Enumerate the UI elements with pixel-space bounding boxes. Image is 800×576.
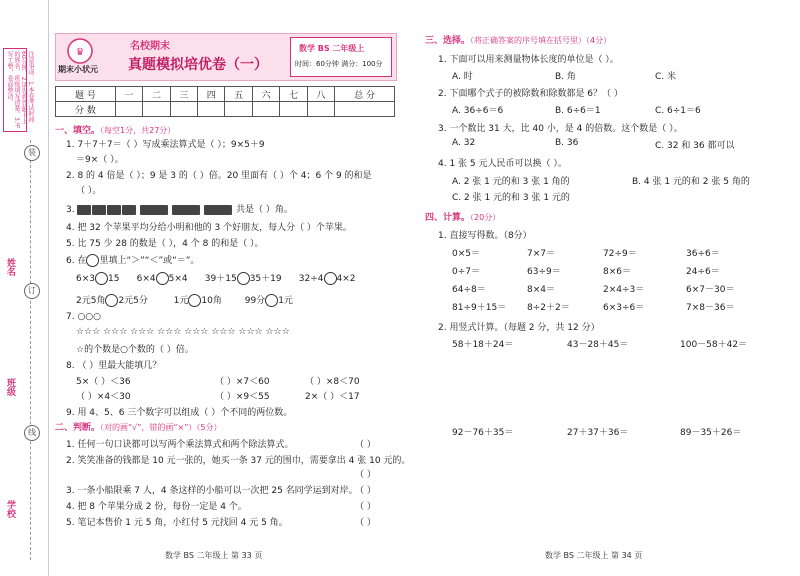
cmp-right: 10角 (201, 296, 222, 306)
calc-item: 24÷6＝ (686, 267, 720, 277)
calc-item: 0÷7＝ (452, 267, 480, 277)
option[interactable]: A. 2 张 1 元的和 3 张 1 角的 (452, 177, 570, 187)
choice-2: 2. 下面哪个式子的被除数和除数都是 6？（ ） (438, 89, 623, 99)
name-label: 姓名 (5, 258, 15, 276)
cmp-right: 15 (108, 274, 120, 284)
cmp-left: 6×3 (76, 274, 95, 284)
section-title-text: 四、计算。 (425, 213, 471, 223)
score-input-cell[interactable] (143, 102, 170, 117)
subject-line: 数学 BS 二年级上 (299, 44, 365, 53)
q3-text: 共是（ ）角。 (235, 205, 293, 215)
cmp-right: 1元 (278, 296, 293, 306)
cmp-left: 99分 (244, 296, 266, 306)
section-hint: （20分） (470, 213, 501, 222)
compare-blank[interactable] (156, 272, 169, 285)
option[interactable]: C. 2 张 1 元的和 3 张 1 元的 (452, 193, 570, 203)
cmp-right: 4×2 (336, 274, 356, 284)
table-cell: 八 (307, 87, 334, 102)
table-cell: 三 (170, 87, 197, 102)
score-input-cell[interactable] (170, 102, 197, 117)
cmp-left: 2元5角 (76, 296, 106, 306)
page-title: 真题模拟培优卷（一） (128, 57, 268, 73)
judge-5: 5. 笔记本售价 1 元 5 角，小红付 5 元找回 4 元 5 角。 (66, 518, 288, 528)
binding-strip (0, 0, 49, 576)
option[interactable]: B. 36 (555, 138, 579, 148)
question-1: 1. 7＋7＋7＝（ ）写成乘法算式是（ ）；9×5＋9 (66, 140, 265, 150)
coin-2-icon (92, 205, 106, 215)
compare-circle-icon (86, 254, 99, 267)
question-4: 4. 把 32 个苹果平均分给小明和他的 3 个好朋友，每人分（ ）个苹果。 (66, 223, 352, 233)
section-2-title (55, 420, 221, 433)
question-7-text: ☆的个数是○个数的（ ）倍。 (76, 345, 194, 355)
vertical-calc: 27＋37＋36＝ (567, 428, 629, 438)
cmp-left: 1元 (173, 296, 189, 306)
section-hint: （对的画“√”，错的画“×”）（5分） (100, 423, 222, 432)
compare-blank[interactable] (237, 272, 250, 285)
calc-2-title: 2. 用竖式计算。（每题 2 分，共 12 分） (438, 323, 600, 333)
judge-4: 4. 把 8 个苹果分成 2 份，每份一定是 4 个。 (66, 502, 247, 512)
logo-text: 期末小状元 (58, 65, 98, 74)
calc-item: 7×7＝ (527, 249, 555, 259)
score-input-cell[interactable] (307, 102, 334, 117)
calc-item: 6×7－30＝ (686, 285, 735, 295)
exam-info-box (290, 37, 392, 77)
score-header-row (56, 87, 395, 102)
section-title-text: 三、选择。 (425, 36, 471, 46)
footer-right: 数学 BS 二年级上 第 34 页 (545, 551, 643, 560)
compare-blank[interactable] (105, 294, 118, 307)
q6-num: 6. 在 (66, 256, 87, 266)
option[interactable]: C. 32 和 36 都可以 (655, 141, 735, 151)
compare-blank[interactable] (265, 294, 278, 307)
banknote-3-icon (204, 205, 232, 215)
cmp-right: 35＋19 (249, 274, 282, 284)
time-score: 时间：60分钟 满分：100分 (295, 60, 383, 68)
brand-small: 名校期末 (130, 41, 170, 52)
calc-item: 2×4÷3＝ (603, 285, 645, 295)
q8-item: （ ）×9＜55 (215, 392, 270, 402)
stars-row: ☆☆☆ ☆☆☆ ☆☆☆ ☆☆☆ ☆☆☆ ☆☆☆ ☆☆☆ ☆☆☆ (76, 327, 290, 337)
score-input-cell[interactable] (252, 102, 279, 117)
table-cell: 题 号 (56, 87, 116, 102)
score-input-cell[interactable] (115, 102, 142, 117)
choice-1: 1. 下面可以用来测量物体长度的单位是（ ）。 (438, 55, 619, 65)
option[interactable]: B. 4 张 1 元的和 2 张 5 角的 (632, 177, 750, 187)
section-3-title (425, 33, 611, 46)
table-cell: 四 (198, 87, 225, 102)
question-6 (66, 253, 199, 267)
q8-item: 2×（ ）＜17 (305, 392, 360, 402)
vertical-calc: 43－28＋45＝ (567, 340, 629, 350)
table-cell: 五 (225, 87, 252, 102)
vertical-calc: 58＋18＋24＝ (452, 340, 514, 350)
question-2-cont: （ ）。 (76, 186, 102, 196)
table-cell: 七 (280, 87, 307, 102)
cmp-right: 2元5分 (118, 296, 148, 306)
q8-item: 5×（ ）＜36 (76, 377, 131, 387)
banknote-2-icon (172, 205, 200, 215)
cmp-left: 6×4 (136, 274, 156, 284)
cut-line (30, 140, 31, 560)
svg-text:♛: ♛ (75, 47, 85, 58)
compare-row-2 (76, 293, 293, 307)
class-label: 班级 (5, 378, 15, 396)
calc-item: 8×6＝ (603, 267, 631, 277)
calc-1-title: 1. 直接写得数。（8分） (438, 231, 532, 241)
table-cell: 二 (143, 87, 170, 102)
section-4-title (425, 210, 500, 223)
judge-paren[interactable]: （ ） (355, 502, 376, 512)
section-title-text: 二、判断。 (55, 423, 101, 433)
table-cell: 一 (115, 87, 142, 102)
choice-3: 3. 一个数比 31 大，比 40 小，是 4 的倍数。这个数是（ ）。 (438, 124, 683, 134)
judge-2: 2. 笑笑准备的钱都是 10 元一张的，她买一条 37 元的围巾，需要拿出 4 张 10 元的。 (66, 456, 411, 466)
binding-circle-1: 装 (24, 145, 40, 161)
section-1-title (55, 123, 175, 136)
compare-blank[interactable] (324, 272, 337, 285)
question-1-cont: ＝9×（ ）。 (76, 155, 124, 165)
judge-1: 1. 任何一句口诀都可以写两个乘法算式和两个除法算式。 (66, 440, 294, 450)
calc-item: 8×4＝ (527, 285, 555, 295)
option[interactable]: A. 时 (452, 72, 473, 82)
calc-item: 72÷9＝ (603, 249, 637, 259)
q8-item: （ ）×7＜60 (215, 377, 270, 387)
school-label: 学校 (5, 500, 15, 518)
option[interactable]: C. 6÷1＝6 (655, 106, 701, 116)
choice-4: 4. 1 张 5 元人民币可以换（ ）。 (438, 159, 567, 169)
option[interactable]: A. 36÷6＝6 (452, 106, 504, 116)
judge-paren[interactable]: （ ） (355, 486, 376, 496)
judge-3: 3. 一条小船限乘 7 人，4 条这样的小船可以一次把 25 名同学运到对岸。 (66, 486, 358, 496)
q6-text: 里填上“＞”“＜”或“＝”。 (99, 256, 200, 266)
banknote-1-icon (140, 205, 168, 215)
binding-circle-3: 线 (24, 425, 40, 441)
section-title-text: 一、填空。 (55, 126, 101, 136)
score-input-cell[interactable] (225, 102, 252, 117)
coin-3-icon (107, 205, 121, 215)
score-value-row (56, 102, 395, 117)
score-input-cell[interactable] (280, 102, 307, 117)
section-hint: （每空1分，共27分） (100, 126, 176, 135)
section-hint: （将正确答案的序号填在括号里）（4分） (470, 36, 612, 45)
q3-num: 3. (66, 205, 75, 215)
option[interactable]: A. 32 (452, 138, 476, 148)
option[interactable]: C. 米 (655, 72, 677, 82)
vertical-calc: 92－76＋35＝ (452, 428, 514, 438)
question-3 (66, 202, 293, 215)
calc-item: 7×8－36＝ (686, 303, 735, 313)
calc-item: 6×3÷6＝ (603, 303, 645, 313)
cmp-left: 32÷4 (298, 274, 324, 284)
footer-left: 数学 BS 二年级上 第 33 页 (165, 551, 263, 560)
option[interactable]: B. 6÷6＝1 (555, 106, 601, 116)
calc-item: 63÷9＝ (527, 267, 561, 277)
calc-item: 81÷9＋15＝ (452, 303, 507, 313)
coin-1-icon (77, 205, 91, 215)
score-input-cell[interactable] (335, 102, 395, 117)
question-9: 9. 用 4、5、6 三个数字可以组成（ ）个不同的两位数。 (66, 408, 293, 418)
coin-4-icon (122, 205, 136, 215)
table-cell: 六 (252, 87, 279, 102)
judge-paren[interactable]: （ ） (355, 470, 376, 480)
calc-item: 0×5＝ (452, 249, 480, 259)
judge-paren[interactable]: （ ） (355, 518, 376, 528)
vertical-calc: 100－58＋42＝ (680, 340, 748, 350)
table-cell: 总 分 (335, 87, 395, 102)
table-cell: 分 数 (56, 102, 116, 117)
notice-box (3, 48, 34, 132)
question-7: 7. ○○○ (66, 312, 102, 322)
score-table (55, 86, 395, 117)
question-8: 8. （ ）里最大能填几？ (66, 361, 162, 371)
calc-item: 64÷8＝ (452, 285, 486, 295)
judge-paren[interactable]: （ ） (355, 440, 376, 450)
logo (58, 36, 102, 76)
cmp-left: 39＋15 (204, 274, 237, 284)
binding-circle-2: 订 (24, 283, 40, 299)
compare-blank[interactable] (188, 294, 201, 307)
cmp-right: 5×4 (168, 274, 188, 284)
compare-row-1 (76, 271, 356, 285)
question-2: 2. 8 的 4 倍是（ ）；9 是 3 的（ ）倍。20 里面有（ ）个 4；6 个 9 的和是 (66, 171, 372, 181)
option[interactable]: B. 角 (555, 72, 576, 82)
q8-item: （ ）×8＜70 (305, 377, 360, 387)
notice-text: 注意事项：1.本卷考试时间60分钟。2.请先将答题卡上的姓名、班级填写清楚。3.书写工整，卷面整洁。 (6, 51, 34, 129)
q8-item: （ ）×4＜30 (76, 392, 131, 402)
score-input-cell[interactable] (198, 102, 225, 117)
calc-item: 8÷2＋2＝ (527, 303, 570, 313)
compare-blank[interactable] (95, 272, 108, 285)
question-5: 5. 比 75 少 28 的数是（ ），4 个 8 的和是（ ）。 (66, 239, 264, 249)
vertical-calc: 89－35＋26＝ (680, 428, 742, 438)
calc-item: 36÷6＝ (686, 249, 720, 259)
